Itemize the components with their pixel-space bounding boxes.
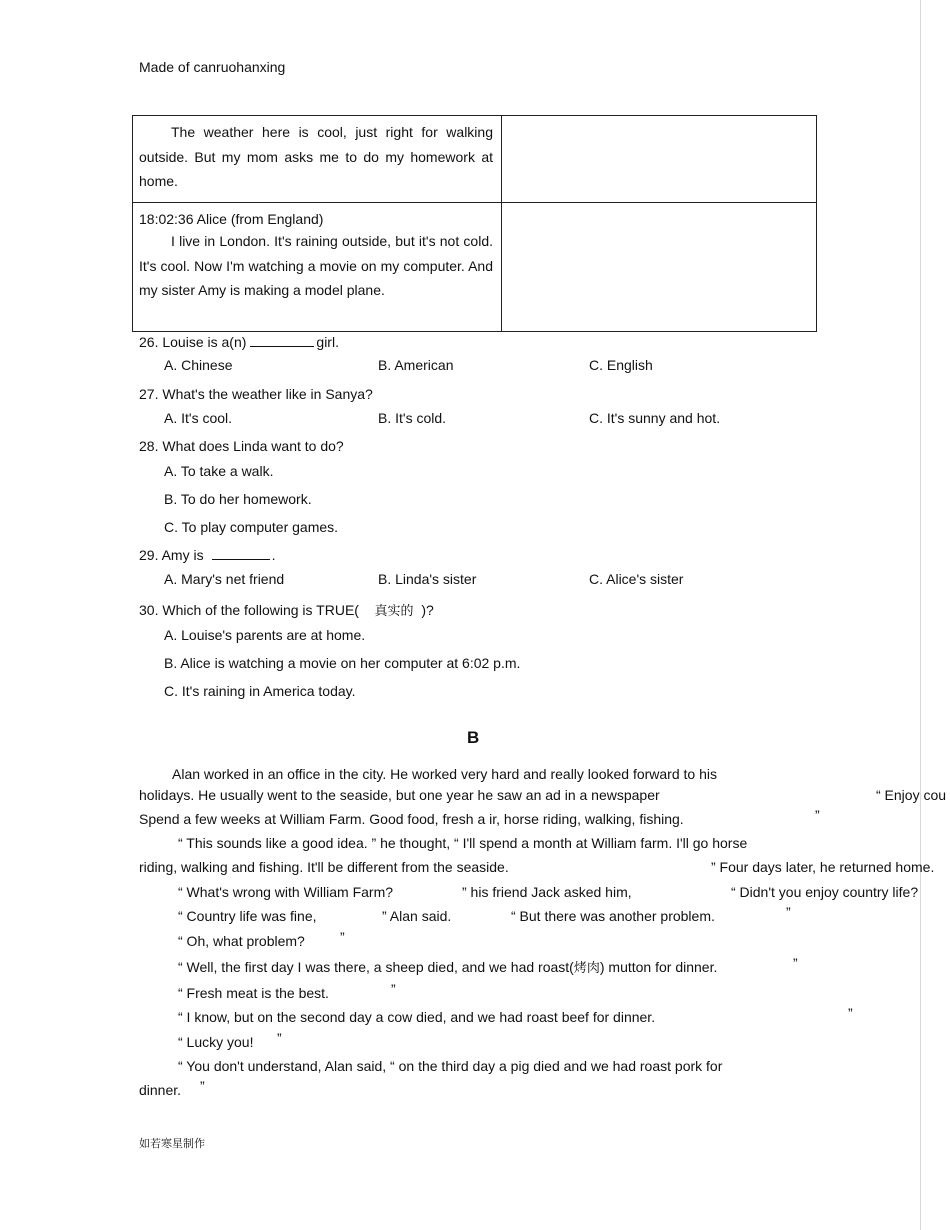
passage-line: “ Well, the first day I was there, a sheep died, and we had roast(烤肉) mutton for dinner. [178,959,718,976]
passage-fragment: ” [200,1078,205,1094]
answer-blank [212,547,270,560]
passage-fragment: ” [277,1030,282,1046]
table-row [133,116,817,203]
passage-fragment: ” Alan said. [382,908,452,924]
passage-line: “ What's wrong with William Farm? [178,884,394,900]
passage-fragment: ” [815,807,820,823]
passage-line: “ I know, but on the second day a cow died, and we had roast beef for dinner. [178,1009,656,1025]
passage-line: Alan worked in an office in the city. He worked very hard and really looked forward to his [172,766,717,782]
chat-table [132,115,817,332]
table-cell [133,203,502,332]
option-b: B. It's cold. [378,410,447,426]
question-29: 29. Amy is . [139,547,276,563]
passage-line: “ Lucky you! [178,1034,254,1050]
table-cell-empty [502,116,817,203]
passage-line: “ Fresh meat is the best. [178,985,329,1001]
chat-timestamp: 18:02:36 Alice (from England) [139,211,324,227]
option-b: B. Linda's sister [378,571,477,587]
page-edge-rule [920,0,921,1230]
passage-line: dinner. [139,1082,182,1098]
passage-fragment: “ Enjoy cou [876,787,947,803]
passage-line: riding, walking and fishing. It'll be different from the seaside. [139,859,509,875]
passage-fragment: “ But there was another problem. [511,908,715,924]
passage-line: holidays. He usually went to the seaside, but one year he saw an ad in a newspaper [139,787,660,803]
section-title: B [467,728,480,747]
table-cell [133,116,502,203]
passage-line: “ Oh, what problem? [178,933,305,949]
passage-line: “ You don't understand, Alan said, “ on the third day a pig died and we had roast pork for [178,1058,723,1074]
option-c: C. It's raining in America today. [164,683,356,699]
passage-fragment: ” his friend Jack asked him, [462,884,632,900]
page-header: Made of canruohanxing [139,59,286,75]
passage-line: Spend a few weeks at William Farm. Good food, fresh a ir, horse riding, walking, fishing. [139,811,684,827]
passage-line: “ Country life was fine, [178,908,317,924]
option-a: A. Mary's net friend [164,571,285,587]
chat-message: I live in London. It's raining outside, but it's not cold. It's cool. Now I'm watching a movie on my computer. And my sister Amy is making a model plane. [139,233,493,298]
question-28: 28. What does Linda want to do? [139,438,344,454]
passage-fragment: ” [793,955,798,971]
question-30: 30. Which of the following is TRUE( 真实的 )? [139,602,434,619]
option-a: A. It's cool. [164,410,233,426]
passage-fragment: ” [786,904,791,920]
option-b: B. American [378,357,454,373]
option-c: C. It's sunny and hot. [589,410,721,426]
passage-fragment: ” [391,981,396,997]
option-b: B. To do her homework. [164,491,312,507]
option-c: C. English [589,357,653,373]
option-a: A. Louise's parents are at home. [164,627,366,643]
option-a: A. To take a walk. [164,463,274,479]
passage-fragment: ” Four days later, he returned home. [711,859,935,875]
passage-fragment: ” [848,1005,853,1021]
passage-fragment: ” [340,929,345,945]
page-footer: 如若寒星制作 [139,1137,205,1150]
answer-blank [250,334,314,347]
option-b: B. Alice is watching a movie on her computer at 6:02 p.m. [164,655,521,671]
option-a: A. Chinese [164,357,233,373]
passage-line: “ This sounds like a good idea. ” he thought, “ I'll spend a month at William farm. I'll go horse [178,835,748,851]
table-row [133,203,817,332]
option-c: C. Alice's sister [589,571,684,587]
passage-fragment: “ Didn't you enjoy country life? [731,884,919,900]
option-c: C. To play computer games. [164,519,339,535]
chat-message: The weather here is cool, just right for walking outside. But my mom asks me to do my homework at home. [139,124,493,189]
question-26: 26. Louise is a(n) girl. [139,334,339,350]
question-27: 27. What's the weather like in Sanya? [139,386,373,402]
table-cell-empty [502,203,817,332]
